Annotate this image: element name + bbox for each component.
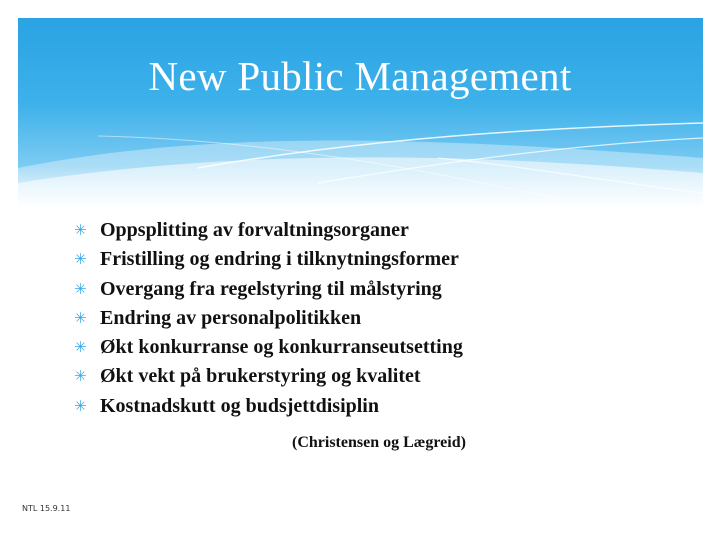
asterisk-icon: ✳	[74, 250, 87, 269]
citation: (Christensen og Lægreid)	[292, 434, 466, 451]
bullet-text: Overgang fra regelstyring til målstyring	[100, 277, 442, 300]
bullet-text: Oppsplitting av forvaltningsorganer	[100, 219, 409, 241]
list-item	[74, 304, 463, 333]
bullet-text: Fristilling og endring i tilknytningsformer	[100, 248, 459, 271]
list-item	[74, 392, 463, 421]
slide-title: New Public Management	[148, 53, 572, 99]
title-banner	[18, 18, 703, 208]
asterisk-icon: ✳	[74, 308, 87, 327]
bullet-text: Økt konkurranse og konkurranseutsetting	[100, 336, 463, 359]
list-item	[74, 245, 463, 274]
asterisk-icon: ✳	[74, 221, 87, 239]
bullet-list	[74, 216, 463, 421]
bullet-text: Kostnadskutt og budsjettdisiplin	[100, 394, 379, 417]
list-item	[74, 333, 463, 362]
bullet-text: Økt vekt på brukerstyring og kvalitet	[100, 365, 421, 388]
asterisk-icon: ✳	[74, 338, 87, 357]
asterisk-icon: ✳	[74, 396, 87, 415]
bullet-text: Endring av personalpolitikken	[100, 306, 362, 329]
wave-decoration	[18, 18, 703, 208]
asterisk-icon: ✳	[74, 279, 87, 298]
slide-footer: NTL 15.9.11	[22, 504, 71, 513]
list-item	[74, 275, 463, 304]
asterisk-icon: ✳	[74, 367, 87, 386]
list-item	[74, 216, 463, 245]
list-item	[74, 362, 463, 391]
